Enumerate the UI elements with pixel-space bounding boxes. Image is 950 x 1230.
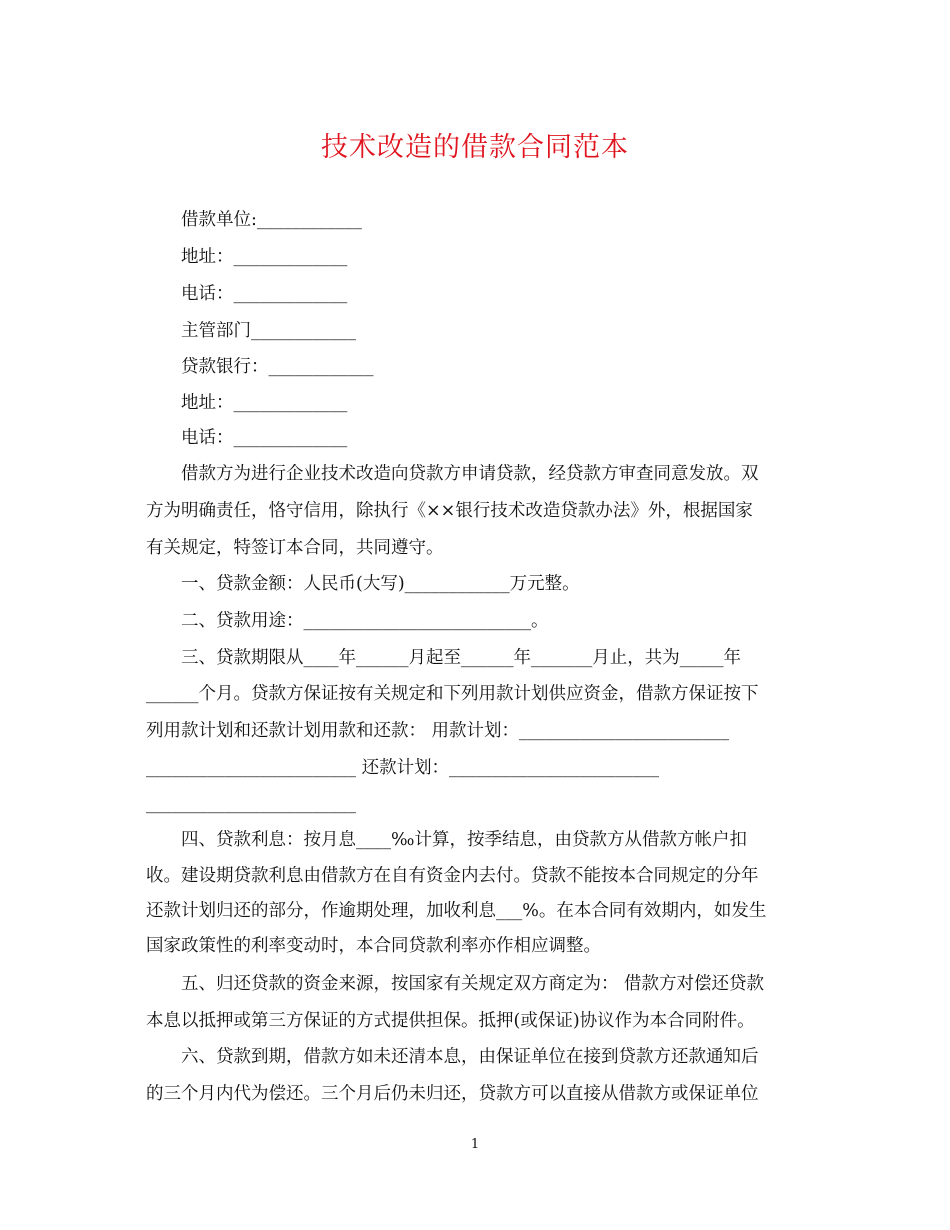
body-line: 借款方为进行企业技术改造向贷款方申请贷款，经贷款方审查同意发放。双	[181, 464, 759, 484]
body-line: ________________________	[146, 794, 356, 814]
body-line: 列用款计划和还款计划用款和还款： 用款计划：________________________	[146, 721, 730, 741]
field-borrower-unit: 借款单位:____________	[181, 210, 362, 230]
field-bank-address: 地址：_____________	[181, 393, 348, 413]
body-line: 方为明确责任，恪守信用，除执行《××银行技术改造贷款办法》外，根据国家	[146, 501, 753, 521]
field-lending-bank: 贷款银行：____________	[181, 357, 374, 377]
clause-6-loan-maturity: 六、贷款到期，借款方如未还清本息，由保证单位在接到贷款方还款通知后	[181, 1047, 759, 1067]
body-line: ______个月。贷款方保证按有关规定和下列用款计划供应资金，借款方保证按下	[146, 684, 759, 704]
clause-1-loan-amount: 一、贷款金额：人民币(大写)____________万元整。	[181, 574, 580, 594]
body-line: 的三个月内代为偿还。三个月后仍未归还，贷款方可以直接从借款方或保证单位	[146, 1084, 759, 1104]
document-title: 技术改造的借款合同范本	[321, 132, 629, 163]
field-borrower-address: 地址：_____________	[181, 247, 348, 267]
page-number: 1	[470, 1137, 480, 1152]
body-line: 有关规定，特签订本合同，共同遵守。	[146, 538, 444, 558]
field-borrower-phone: 电话：_____________	[181, 284, 348, 304]
clause-4-interest: 四、贷款利息：按月息____‰计算，按季结息，由贷款方从借款方帐户扣	[181, 830, 747, 850]
body-line: ________________________ 还款计划：________________________	[146, 758, 660, 778]
clause-5-repayment-source: 五、归还贷款的资金来源，按国家有关规定双方商定为： 借款方对偿还贷款	[181, 974, 765, 994]
body-line: 国家政策性的利率变动时，本合同贷款利率亦作相应调整。	[146, 936, 601, 956]
body-line: 还款计划归还的部分，作逾期处理，加收利息___%。在本合同有效期内，如发生	[146, 901, 767, 921]
field-bank-phone: 电话：_____________	[181, 428, 348, 448]
body-line: 本息以抵押或第三方保证的方式提供担保。抵押(或保证)协议作为本合同附件。	[146, 1011, 755, 1031]
body-line: 收。建设期贷款利息由借款方在自有资金内去付。贷款不能按本合同规定的分年	[146, 866, 759, 886]
clause-2-loan-purpose: 二、贷款用途：__________________________。	[181, 611, 549, 631]
field-supervising-department: 主管部门____________	[181, 321, 356, 341]
clause-3-loan-term: 三、贷款期限从____年______月起至______年_______月止，共为_____年	[181, 648, 741, 668]
